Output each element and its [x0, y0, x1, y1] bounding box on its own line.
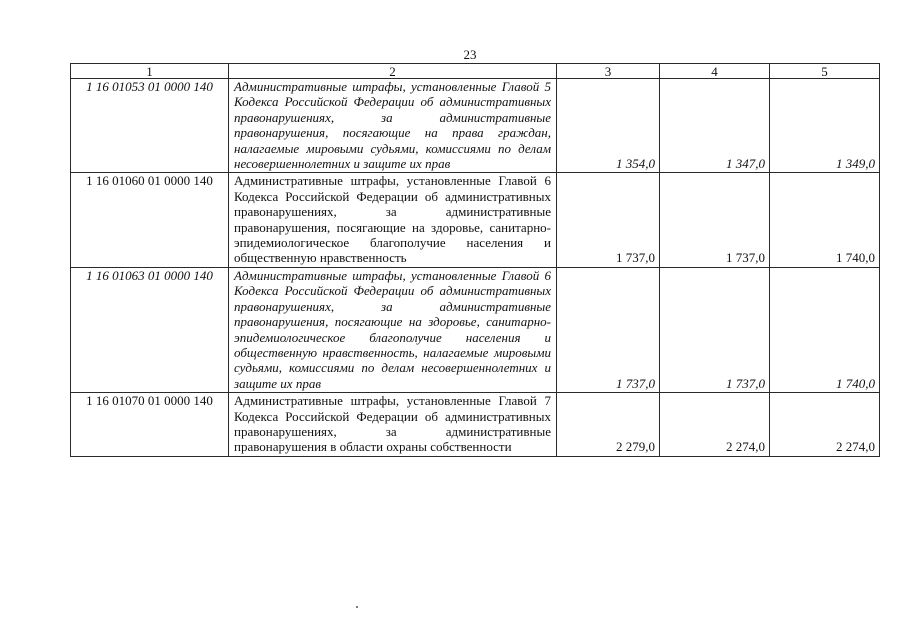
- row-description: Административные штрафы, установленные Главой 6 Кодекса Российской Федерации об административных правонарушениях, за административные правонарушения, посягающие на здоровье, санитарно-эпидемиологическое благополучие населения и общественную нравственность, налагаемые мировыми судьями, комиссиями по делам несовершеннолетних и защите их прав: [229, 267, 557, 392]
- row-value-col3: 1 737,0: [557, 173, 660, 267]
- column-header-5: 5: [770, 64, 880, 79]
- row-value-col5: 2 274,0: [770, 393, 880, 457]
- row-value-col4: 1 737,0: [660, 267, 770, 392]
- row-value-col3: 1 354,0: [557, 79, 660, 173]
- column-header-4: 4: [660, 64, 770, 79]
- budget-table: [70, 63, 880, 457]
- row-value-col5: 1 740,0: [770, 267, 880, 392]
- row-value-col4: 1 737,0: [660, 173, 770, 267]
- column-header-2: 2: [229, 64, 557, 79]
- row-description: Административные штрафы, установленные Главой 7 Кодекса Российской Федерации об административных правонарушениях, за административные правонарушения в области охраны собственности: [229, 393, 557, 457]
- row-value-col5: 1 349,0: [770, 79, 880, 173]
- table-row: [71, 79, 880, 173]
- row-code: 1 16 01063 01 0000 140: [71, 267, 229, 392]
- row-value-col3: 1 737,0: [557, 267, 660, 392]
- table-row: [71, 393, 880, 457]
- row-value-col4: 2 274,0: [660, 393, 770, 457]
- page-number: 23: [463, 47, 477, 62]
- row-value-col5: 1 740,0: [770, 173, 880, 267]
- row-value-col3: 2 279,0: [557, 393, 660, 457]
- row-description: Административные штрафы, установленные Главой 6 Кодекса Российской Федерации об административных правонарушениях, за административные правонарушения, посягающие на здоровье, санитарно-эпидемиологическое благополучие населения и общественную нравственность: [229, 173, 557, 267]
- row-code: 1 16 01053 01 0000 140: [71, 79, 229, 173]
- table-header-row: [71, 64, 880, 79]
- stray-dot: [356, 606, 358, 608]
- row-value-col4: 1 347,0: [660, 79, 770, 173]
- table-row: [71, 173, 880, 267]
- row-description: Административные штрафы, установленные Главой 5 Кодекса Российской Федерации об административных правонарушениях, за административные правонарушения, посягающие на права граждан, налагаемые мировыми судьями, комиссиями по делам несовершеннолетних и защите их прав: [229, 79, 557, 173]
- row-code: 1 16 01060 01 0000 140: [71, 173, 229, 267]
- row-code: 1 16 01070 01 0000 140: [71, 393, 229, 457]
- column-header-3: 3: [557, 64, 660, 79]
- table-row: [71, 267, 880, 392]
- column-header-1: 1: [71, 64, 229, 79]
